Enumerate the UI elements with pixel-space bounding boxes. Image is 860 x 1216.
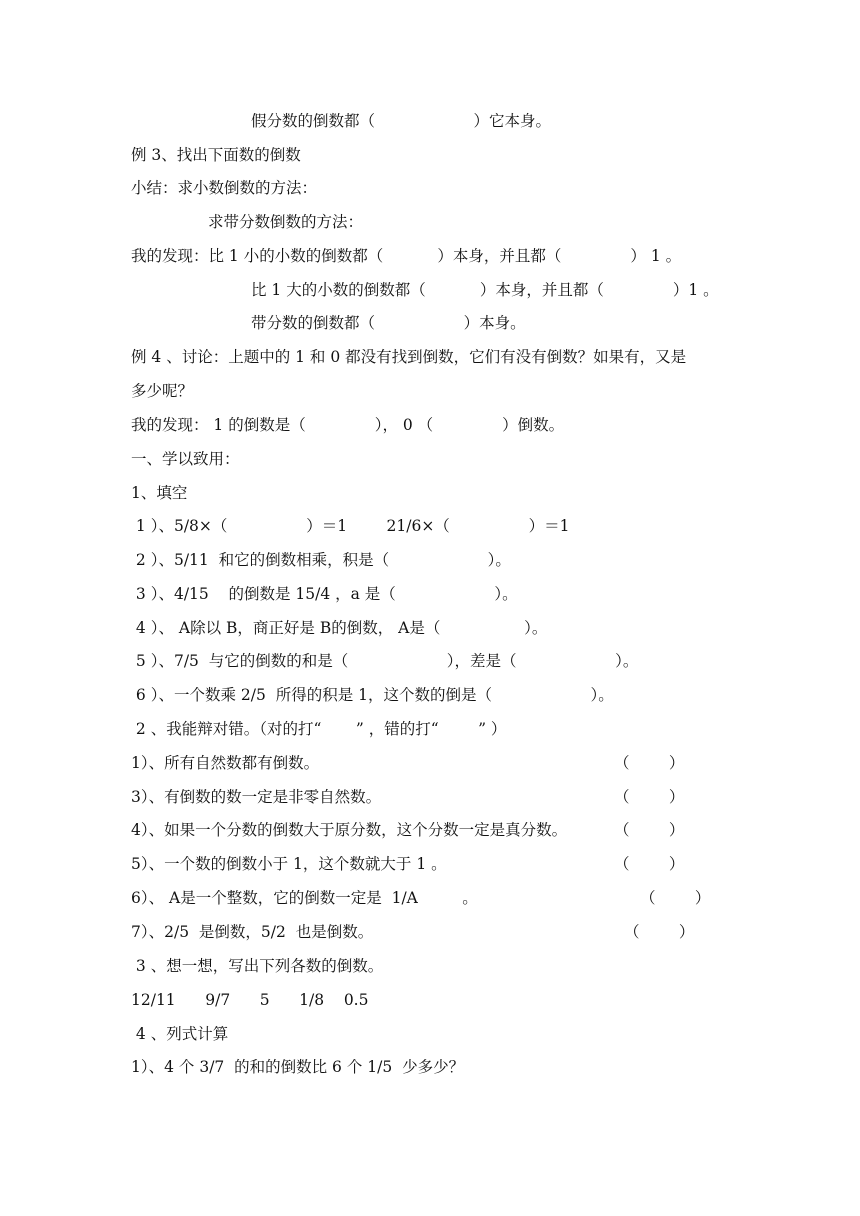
question-line: 4 ）、 A除以 B，商正好是 B的倒数， A是（ ）。 [131, 619, 548, 637]
text-line: 求带分数倒数的方法： [208, 213, 364, 231]
section-heading: 一、学以致用： [131, 450, 240, 468]
example-4-heading: 例 4 、讨论：上题中的 1 和 0 都没有找到倒数，它们有没有倒数？如果有，又是 [131, 348, 687, 366]
text-line: 小结：求小数倒数的方法： [131, 179, 318, 197]
question-line: 5 ）、7/5 与它的倒数的和是（ ），差是（ ）。 [131, 652, 639, 670]
answer-bracket: （ ） [624, 923, 695, 941]
answer-bracket: （ ） [614, 754, 685, 772]
answer-bracket: （ ） [614, 821, 685, 839]
statement-line: 5）、一个数的倒数小于 1，这个数就大于 1 。 [131, 855, 447, 873]
statement-line: 6）、 A是一个整数，它的倒数一定是 1/A 。 [131, 889, 478, 907]
answer-bracket: （ ） [614, 855, 685, 873]
question-line: 6 ）、一个数乘 2/5 所得的积是 1，这个数的倒是（ ）。 [131, 686, 614, 704]
answer-bracket: （ ） [640, 889, 711, 907]
text-line: 多少呢？ [131, 382, 194, 400]
text-line: 我的发现： 1 的倒数是（ ）， 0 （ ）倒数。 [131, 416, 565, 434]
answer-bracket: （ ） [614, 788, 685, 806]
fill-blank-heading: 1、填空 [131, 484, 188, 502]
number-list: 12/11 9/7 5 1/8 0.5 [131, 991, 369, 1009]
text-line: 假分数的倒数都（ ）它本身。 [251, 112, 552, 130]
statement-line: 3）、有倒数的数一定是非零自然数。 [131, 788, 382, 806]
statement-line: 7）、2/5 是倒数，5/2 也是倒数。 [131, 923, 374, 941]
reciprocal-heading: 3 、想一想，写出下列各数的倒数。 [131, 957, 384, 975]
statement-line: 4）、如果一个分数的倒数大于原分数，这个分数一定是真分数。 [131, 821, 568, 839]
calculation-heading: 4 、列式计算 [131, 1025, 229, 1043]
question-line: 2 ）、5/11 和它的倒数相乘，积是（ ）。 [131, 551, 511, 569]
text-line: 带分数的倒数都（ ）本身。 [251, 314, 526, 332]
question-line: 1 ）、5/8×（ ）＝1 21/6×（ ）＝1 [131, 517, 570, 535]
question-line: 3 ）、4/15 的倒数是 15/4 ，a 是（ ）。 [131, 585, 518, 603]
true-false-heading: 2 、我能辩对错。（对的打“ ” ，错的打“ ” ） [131, 720, 507, 738]
example-3-heading: 例 3、找出下面数的倒数 [131, 146, 301, 164]
question-line: 1）、4 个 3/7 的和的倒数比 6 个 1/5 少多少？ [131, 1058, 465, 1076]
statement-line: 1）、所有自然数都有倒数。 [131, 754, 320, 772]
text-line: 我的发现：比 1 小的小数的倒数都（ ）本身，并且都（ ） 1 。 [131, 247, 682, 265]
text-line: 比 1 大的小数的倒数都（ ）本身，并且都（ ）1 。 [251, 281, 719, 299]
